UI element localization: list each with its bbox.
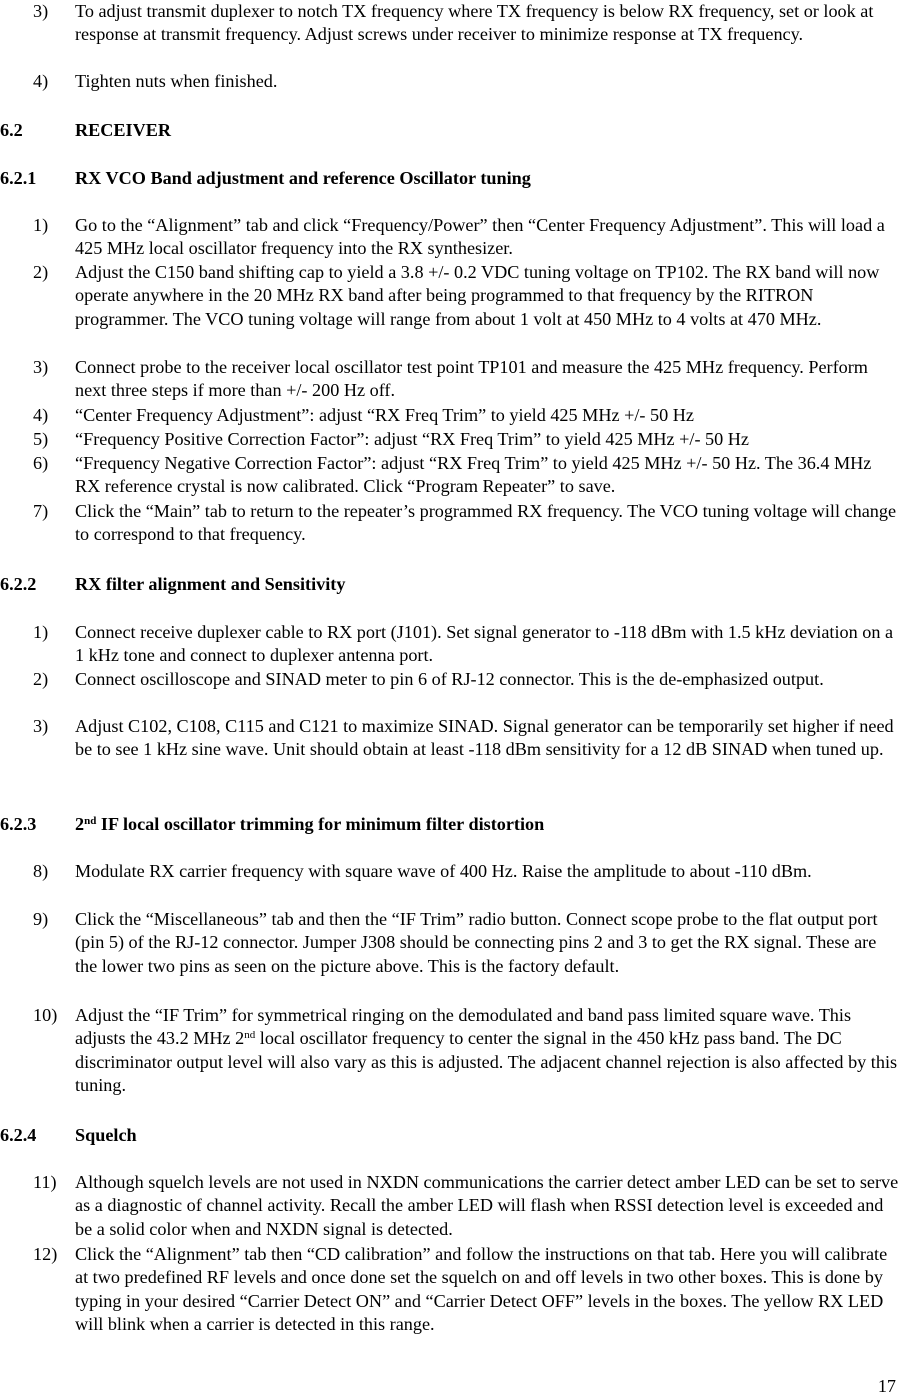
list-item-text: Connect probe to the receiver local oscillator test point TP101 and measure the 425 MHz frequency. Perform next three steps if more than +/- 200 Hz off. xyxy=(75,357,868,401)
section-number: 6.2.4 xyxy=(0,1125,37,1145)
list-item-text: Although squelch levels are not used in NXDN communications the carrier detect amber LED can be set to serve as a diagnostic of channel activity. Recall the amber LED will flash when RSSI detection level is exceeded and be a solid color when and NXDN signal is detected. xyxy=(75,1172,899,1239)
page-number: 17 xyxy=(877,1376,896,1396)
list-item-text: “Frequency Negative Correction Factor”: adjust “RX Freq Trim” to yield 425 MHz +/- 50 Hz. The 36.4 MHz RX reference crystal is now calibrated. Click “Program Repeater” to save. xyxy=(75,453,872,497)
section-title: RECEIVER xyxy=(75,120,172,140)
list-item-number: 10) xyxy=(33,1005,58,1025)
list-item-number: 2) xyxy=(33,262,49,282)
list-item-text: “Frequency Positive Correction Factor”: adjust “RX Freq Trim” to yield 425 MHz +/- 50 Hz xyxy=(75,429,749,449)
section-title: RX VCO Band adjustment and reference Oscillator tuning xyxy=(75,168,531,188)
list-item-text: Tighten nuts when finished. xyxy=(75,71,278,91)
list-item-number: 1) xyxy=(33,215,49,235)
list-item-number: 5) xyxy=(33,429,49,449)
section-number: 6.2.3 xyxy=(0,814,37,834)
list-item-number: 7) xyxy=(33,501,49,521)
list-item-number: 3) xyxy=(33,357,49,377)
section-title: RX filter alignment and Sensitivity xyxy=(75,574,346,594)
list-item-text: Go to the “Alignment” tab and click “Frequency/Power” then “Center Frequency Adjustment”. This will load a 425 MHz local oscillator frequency into the RX synthesizer. xyxy=(75,215,885,259)
list-item-number: 1) xyxy=(33,622,49,642)
section-number: 6.2 xyxy=(0,120,23,140)
list-item-text: Connect receive duplexer cable to RX port (J101). Set signal generator to -118 dBm with 1.5 kHz deviation on a 1 kHz tone and connect to duplexer antenna port. xyxy=(75,622,894,666)
list-item-number: 8) xyxy=(33,861,49,881)
section-number: 6.2.2 xyxy=(0,574,37,594)
list-item-text: Adjust the C150 band shifting cap to yield a 3.8 +/- 0.2 VDC tuning voltage on TP102. The RX band will now operate anywhere in the 20 MHz RX band after being programmed to that frequency by the RITRON programmer. The VCO tuning voltage will range from about 1 volt at 450 MHz to 4 volts at 470 MHz. xyxy=(75,262,880,329)
section-title: 2nd IF local oscillator trimming for minimum filter distortion xyxy=(75,814,545,834)
list-item-text: To adjust transmit duplexer to notch TX frequency where TX frequency is below RX frequency, set or look at response at transmit frequency. Adjust screws under receiver to minimize response at TX frequency. xyxy=(75,1,874,45)
list-item-number: 2) xyxy=(33,669,49,689)
list-item-number: 4) xyxy=(33,405,49,425)
list-item-number: 4) xyxy=(33,71,49,91)
list-item-text: Click the “Main” tab to return to the repeater’s programmed RX frequency. The VCO tuning voltage will change to correspond to that frequency. xyxy=(75,501,897,545)
list-item-text: Adjust the “IF Trim” for symmetrical ringing on the demodulated and band pass limited square wave. This adjusts the 43.2 MHz 2nd local oscillator frequency to center the signal in the 450 kHz pass band. The DC discriminator output level will also vary as this is adjusted. The adjacent channel rejection is also affected by this tuning. xyxy=(75,1005,898,1096)
section-title: Squelch xyxy=(75,1125,137,1145)
list-item-number: 3) xyxy=(33,716,49,736)
list-item-number: 11) xyxy=(33,1172,57,1192)
list-item-number: 6) xyxy=(33,453,49,473)
list-item-number: 9) xyxy=(33,909,49,929)
list-item-text: Click the “Alignment” tab then “CD calibration” and follow the instructions on that tab. Here you will calibrate at two predefined RF levels and once done set the squelch on and off levels in two other boxes. This is done by typing in your desired “Carrier Detect ON” and “Carrier Detect OFF” levels in the boxes. The yellow RX LED will blink when a carrier is detected in this range. xyxy=(75,1244,888,1335)
list-item-text: Modulate RX carrier frequency with square wave of 400 Hz. Raise the amplitude to about -110 dBm. xyxy=(75,861,812,881)
section-number: 6.2.1 xyxy=(0,168,37,188)
list-item-text: “Center Frequency Adjustment”: adjust “RX Freq Trim” to yield 425 MHz +/- 50 Hz xyxy=(75,405,694,425)
list-item-text: Click the “Miscellaneous” tab and then the “IF Trim” radio button. Connect scope probe to the flat output port (pin 5) of the RJ-12 connector. Jumper J308 should be connecting pins 2 and 3 to get the RX signal. These are the lower two pins as seen on the picture above. This is the factory default. xyxy=(75,909,878,976)
list-item-number: 12) xyxy=(33,1244,58,1264)
list-item-text: Adjust C102, C108, C115 and C121 to maximize SINAD. Signal generator can be temporarily set higher if need be to see 1 kHz sine wave. Unit should obtain at least -118 dBm sensitivity for a 12 dB SINAD when tuned up. xyxy=(75,716,894,760)
list-item-number: 3) xyxy=(33,1,49,21)
list-item-text: Connect oscilloscope and SINAD meter to pin 6 of RJ-12 connector. This is the de-emphasized output. xyxy=(75,669,824,689)
